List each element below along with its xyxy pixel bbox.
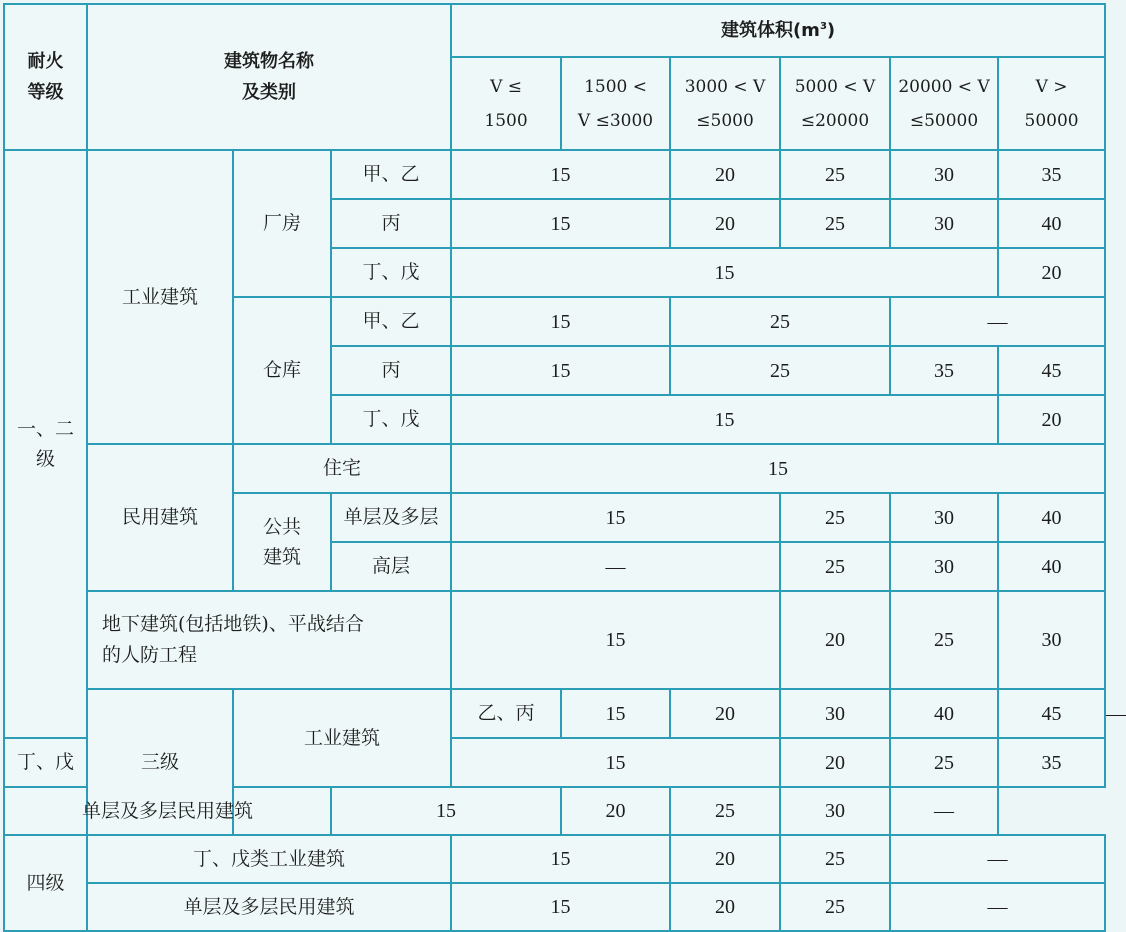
g4-civil-label: 单层及多层民用建筑 <box>87 883 451 931</box>
fire-spacing-table <box>3 3 1126 932</box>
value-cell: 20 <box>561 787 670 835</box>
value-cell: 35 <box>890 346 998 395</box>
value-cell: 30 <box>780 689 890 738</box>
class-label: 丙 <box>331 199 451 248</box>
value-cell: 15 <box>451 297 670 346</box>
volume-col-6: V > 50000 <box>998 57 1105 150</box>
class-label: 丁、戊 <box>4 738 87 787</box>
value-cell: 30 <box>890 150 998 199</box>
table-row <box>4 835 1105 883</box>
value-cell: 15 <box>451 591 780 689</box>
value-cell: 20 <box>998 248 1105 297</box>
header-volume-close: ) <box>826 19 836 41</box>
value-cell: 20 <box>998 395 1105 444</box>
header-name-line2: 及类别 <box>242 82 297 103</box>
class-label: 乙、丙 <box>451 689 561 738</box>
g12-factory-label: 厂房 <box>233 150 331 297</box>
class-label: 丁、戊 <box>331 395 451 444</box>
g12-industrial-label: 工业建筑 <box>87 150 233 444</box>
table-row <box>4 883 1105 931</box>
value-cell: 35 <box>998 150 1105 199</box>
header-volume <box>451 4 1105 57</box>
value-cell: 35 <box>998 738 1105 787</box>
value-cell: — <box>890 787 998 835</box>
value-cell: 25 <box>670 346 890 395</box>
table-row <box>4 150 1105 199</box>
g12-civil-label: 民用建筑 <box>87 444 233 591</box>
value-cell: 20 <box>780 738 890 787</box>
volume-col-5: 20000 < V ≤50000 <box>890 57 998 150</box>
grade-12-label: 一、二 级 <box>4 150 87 738</box>
class-label: 甲、乙 <box>331 150 451 199</box>
value-cell: 15 <box>451 835 670 883</box>
value-cell: 25 <box>780 835 890 883</box>
header-grade-line1: 耐火 <box>27 50 64 72</box>
value-cell: 25 <box>780 199 890 248</box>
volume-col-3: 3000 < V ≤5000 <box>670 57 780 150</box>
value-cell: — <box>451 542 780 591</box>
volume-col-2: 1500 < V ≤3000 <box>561 57 670 150</box>
value-cell: 15 <box>451 346 670 395</box>
table-row <box>4 444 1105 493</box>
table-row <box>4 787 1105 835</box>
g12-public-label: 公共 建筑 <box>233 493 331 591</box>
g12-warehouse-label: 仓库 <box>233 297 331 444</box>
value-cell: 25 <box>780 883 890 931</box>
table-row: 三级 工业建筑 乙、丙 15 20 30 40 45 — <box>4 689 1105 738</box>
value-cell: 15 <box>451 150 670 199</box>
value-cell: 20 <box>670 150 780 199</box>
value-cell: — <box>890 297 1105 346</box>
class-label: 甲、乙 <box>331 297 451 346</box>
g4-industrial-label: 丁、戊类工业建筑 <box>87 835 451 883</box>
volume-col-4: 5000 < V ≤20000 <box>780 57 890 150</box>
value-cell: — <box>890 883 1105 931</box>
value-cell: 25 <box>670 297 890 346</box>
value-cell: 45 <box>998 689 1105 738</box>
g3-civil-label: 单层及多层民用建筑 <box>4 787 331 835</box>
value-cell: 15 <box>561 689 670 738</box>
value-cell: 25 <box>780 150 890 199</box>
value-cell: 25 <box>780 493 890 542</box>
value-cell: 15 <box>451 395 998 444</box>
g3-industrial-label: 工业建筑 <box>233 689 451 787</box>
value-cell: 30 <box>890 199 998 248</box>
g12-residence-label: 住宅 <box>233 444 451 493</box>
value-cell: — <box>890 835 1105 883</box>
value-cell: 45 <box>998 346 1105 395</box>
table-row <box>4 591 1105 689</box>
value-cell: 20 <box>780 591 890 689</box>
header-volume-title: 建筑体积(m <box>720 19 820 41</box>
value-cell: 40 <box>890 689 998 738</box>
value-cell: 25 <box>890 738 998 787</box>
class-label: 丁、戊 <box>331 248 451 297</box>
value-cell: 30 <box>890 542 998 591</box>
class-label: 单层及多层 <box>331 493 451 542</box>
header-name-line1: 建筑物名称 <box>224 50 315 72</box>
value-cell: 15 <box>451 444 1105 493</box>
g12-underground-label: 地下建筑(包括地铁)、平战结合 的人防工程 <box>87 591 451 689</box>
value-cell: 30 <box>998 591 1105 689</box>
value-cell: 20 <box>670 835 780 883</box>
header-grade-line2: 等级 <box>27 82 64 103</box>
value-cell: 15 <box>331 787 561 835</box>
class-label: 高层 <box>331 542 451 591</box>
value-cell: 25 <box>890 591 998 689</box>
header-grade <box>4 4 87 150</box>
value-cell: 25 <box>780 542 890 591</box>
grade-3-label: 三级 <box>87 689 233 835</box>
class-label: 丙 <box>331 346 451 395</box>
value-cell: 15 <box>451 493 780 542</box>
value-cell: 20 <box>670 689 780 738</box>
header-building-name <box>87 4 451 150</box>
value-cell: 30 <box>890 493 998 542</box>
value-cell: 40 <box>998 493 1105 542</box>
header-volume-sup: 3 <box>819 20 827 32</box>
value-cell: 15 <box>451 883 670 931</box>
value-cell: 40 <box>998 199 1105 248</box>
value-cell: 15 <box>451 738 780 787</box>
grade-4-label: 四级 <box>4 835 87 931</box>
value-cell: 15 <box>451 199 670 248</box>
header-row-1 <box>4 4 1105 57</box>
volume-col-1: V ≤ 1500 <box>451 57 561 150</box>
value-cell: 20 <box>670 883 780 931</box>
value-cell: 20 <box>670 199 780 248</box>
value-cell: 40 <box>998 542 1105 591</box>
value-cell: 30 <box>780 787 890 835</box>
value-cell: 15 <box>451 248 998 297</box>
value-cell: 25 <box>670 787 780 835</box>
